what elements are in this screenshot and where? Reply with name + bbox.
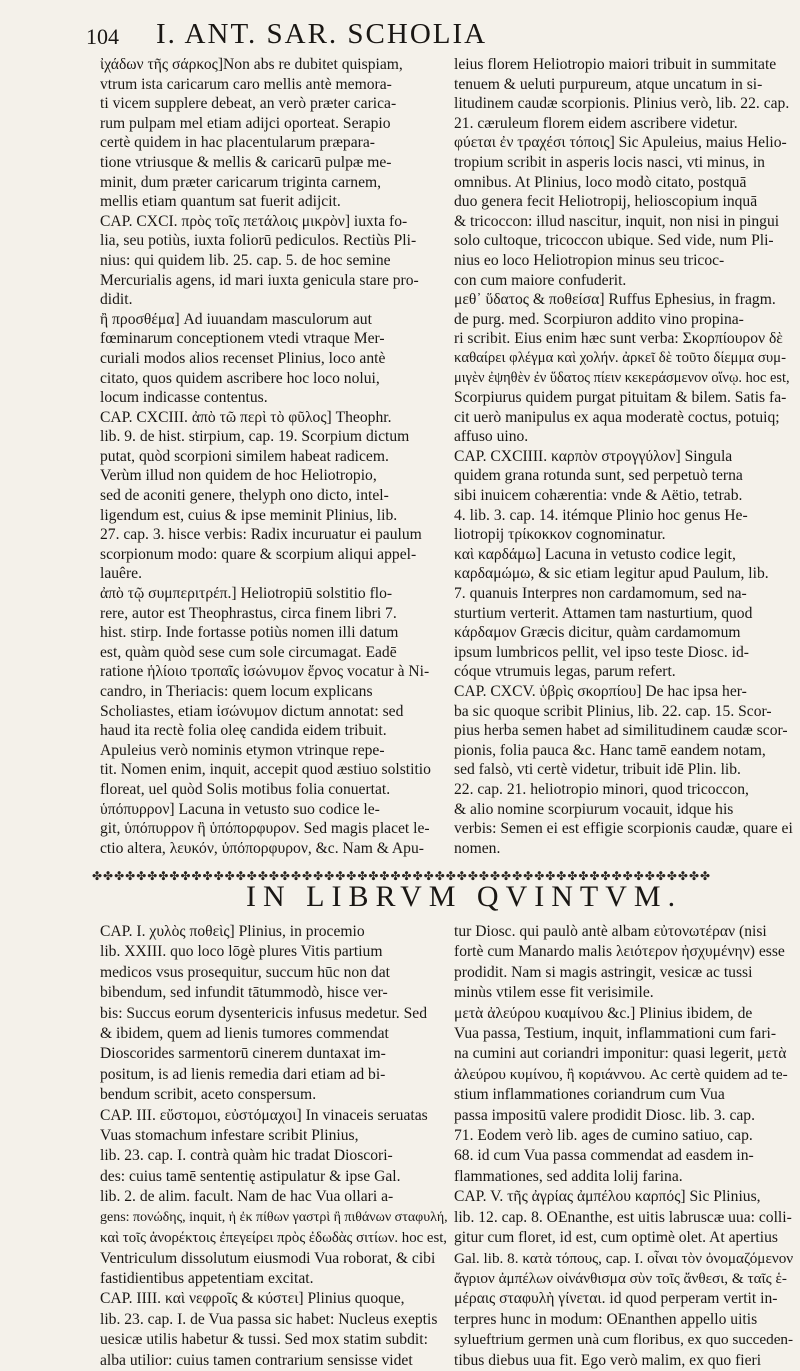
ornamental-rule: ✤✤✤✤✤✤✤✤✤✤✤✤✤✤✤✤✤✤✤✤✤✤✤✤✤✤✤✤✤✤✤✤✤✤✤✤✤✤✤✤✤✤✤✤✤✤✤✤✤✤✤✤✤✤✤✤ — [92, 871, 712, 881]
text-line: git, ὑπόπυρρον ἢ ὑπόπορφυρον. Sed magis placet le- — [100, 820, 430, 838]
text-line: 21. cæruleum florem eidem ascribere videtur. — [454, 114, 738, 132]
text-line: gens: πονώδης, inquit, ἡ ἐκ πίθων γαστρὶ ἢ πιθάνων σταφυλή, — [100, 1209, 448, 1225]
text-line: stium inflammationes coriandrum cum Vua — [454, 1086, 725, 1104]
page-number: 104 — [86, 24, 119, 49]
text-line: Dioscorides sarmentorū cinerem duntaxat im- — [100, 1045, 386, 1063]
text-line: μεθ᾽ ὕδατος & ποθείσα] Ruffus Ephesius, in fragm. — [454, 291, 776, 309]
text-line: 4. lib. 3. cap. 14. itémque Plinio hoc genus He- — [454, 506, 748, 524]
text-line: Vuas stomachum infestare scribit Plinius, — [100, 1127, 359, 1145]
text-line: CAP. CXCV. ὑβρὶς σκορπίου] De hac ipsa her- — [454, 683, 747, 700]
text-line: lib. XXIII. quo loco lōgè plures Vitis partium — [100, 943, 383, 961]
text-line: lib. 23. cap. I. contrà quàm hic tradat Dioscori- — [100, 1147, 393, 1165]
text-line: φύεται ἐν τραχέσι τόποις] Sic Apuleius, maius Helio- — [454, 134, 787, 152]
page-header — [86, 18, 786, 58]
text-line: fortè cum Manardo malis λειότερον ἠσχυμένην) esse — [454, 943, 785, 961]
text-line: pius herba semen habet ad similitudinem caudæ scor- — [454, 722, 788, 740]
text-line: καρδαμώμω, & sic etiam legitur apud Paulum, lib. — [454, 565, 769, 583]
text-line: sed falsò, vti certè videtur, tribuit idē Plin. lib. — [454, 761, 741, 779]
text-line: cóque vtrumuis legas, parum refert. — [454, 663, 676, 681]
text-line: Gal. lib. 8. κατὰ τόπους, cap. I. οἶναι τὸν ὀνομαζόμενον — [454, 1249, 794, 1267]
text-line: sylueftrium germen unà cum floribus, ex quo succeden- — [454, 1331, 794, 1349]
text-line: Apuleius verò nominis etymon vtrinque repe- — [100, 741, 385, 759]
text-line: solo cultoque, tricoccon ubique. Sed vide, num Pli- — [454, 232, 774, 250]
right-column-top — [454, 55, 794, 858]
text-line: flammationes, sed addita lolij farina. — [454, 1167, 683, 1185]
text-line: prodidit. Nam si magis astringit, vesicæ ac tussi — [454, 963, 753, 981]
text-line: con cum maiore confuderit. — [454, 271, 627, 289]
text-line: vtrum ista caricarum caro mellis antè memora- — [100, 75, 392, 93]
text-line: CAP. CXCIIII. καρπὸν στρογγύλον] Singula — [454, 447, 733, 465]
text-line: fœminarum conceptionem vtedi vtraque Mer- — [100, 330, 385, 348]
text-line: nius eo loco Heliotropion minus seu tricoc- — [454, 251, 725, 269]
text-line: putat, quòd scorpioni similem habeat radicem. — [100, 447, 389, 465]
text-line: καὶ τοῖς ἀνορέκτοις ἐπεγείρει πρὸς ἐδωδὰς σιτίων. hoc est, — [100, 1230, 448, 1247]
text-line: bendum scribit, aceto conspersum. — [100, 1086, 317, 1104]
text-line: cit uerò manipulus ex aqua moderatè coctus, potuiq; — [454, 408, 780, 426]
text-line: ba sic quoque scribit Plinius, lib. 22. cap. 15. Scor- — [454, 702, 772, 720]
text-line: ctio altera, λευκόν, ὑπόπορφυρον, &c. Nam & Apu- — [100, 839, 424, 857]
text-line: uesicæ utilis habetur & tussi. Sed mox statim subdit: — [100, 1331, 428, 1349]
text-line: CAP. III. εὔστομοι, εὐστόμαχοι] In vinaceis seruatas — [100, 1106, 428, 1124]
text-line: bibendum, sed infundit tātummodò, hisce ver- — [100, 984, 388, 1002]
book-title: IN LIBRVM QVINTVM. — [246, 880, 683, 913]
text-line: certè quidem in hac placentularum præpara- — [100, 134, 375, 152]
left-column-bottom — [100, 922, 448, 1371]
running-title: I. ANT. SAR. SCHOLIA — [156, 18, 488, 50]
text-line: verbis: Semen ei est effigie scorpionis caudæ, quare ei — [454, 820, 793, 838]
text-line: des: cuius tamē sententię astipulatur & ipse Gal. — [100, 1167, 401, 1185]
text-line: μέραις σταφυλὴ γίνεται. id quod perperam vertit in- — [454, 1290, 778, 1308]
text-line: Scorpiurus quidem purgat pituitam & bilem. Satis fa- — [454, 389, 787, 407]
text-line: Ventriculum dissolutum eiusmodi Vua roborat, & cibi — [100, 1249, 436, 1267]
text-line: tropium scribit in asperis locis nasci, vti minus, in — [454, 153, 765, 171]
text-line: alba utilior: cuius tamen contrarium sensisse videt — [100, 1351, 413, 1369]
text-line: lib. 2. de alim. facult. Nam de hac Vua ollari a- — [100, 1188, 394, 1206]
text-line: tit. Nomen enim, inquit, accepit quod æstiuo solstitio — [100, 761, 431, 779]
text-line: Verùm illud non quidem de hoc Heliotropio, — [100, 467, 377, 485]
text-line: gitur cum floret, id est, cum optimè olet. At apertius — [454, 1229, 778, 1247]
text-line: 27. cap. 3. hisce verbis: Radix incuruatur ei paulum — [100, 526, 422, 544]
text-line: Vua passa, Testium, inquit, inflammationi cum fari- — [454, 1025, 777, 1043]
text-line: rere, autor est Theophrastus, circa finem libri 7. — [100, 604, 397, 622]
text-line: lib. 12. cap. 8. OEnanthe, est uitis labruscæ uua: colli- — [454, 1208, 792, 1226]
text-line: na cumini aut coriandri imponitur: quasi legerit, μετὰ — [454, 1045, 787, 1063]
text-line: Scholiastes, etiam ἰσώνυμον dictum annotat: sed — [100, 702, 404, 720]
text-line: καὶ καρδάμω] Lacuna in vetusto codice legit, — [454, 545, 736, 563]
text-line: CAP. IIII. καὶ νεφροῖς & κύστει] Plinius quoque, — [100, 1290, 405, 1308]
text-line: minùs vtilem esse fit verisimile. — [454, 984, 654, 1002]
text-line: omnibus. At Plinius, loco modò citato, postquā — [454, 173, 747, 191]
text-line: citato, quos quidem ascribere hoc loco nolui, — [100, 369, 380, 387]
text-line: tur Diosc. qui paulò antè albam εὐτονωτέραν (nisi — [454, 923, 767, 940]
text-line: 71. Eodem verò lib. ages de cumino satiuo, cap. — [454, 1127, 753, 1145]
text-line: locum indicasse contentus. — [100, 389, 268, 407]
text-line: ti vicem supplere debeat, an verò præter carica- — [100, 95, 397, 113]
text-line: ligendum est, cuius & ipse meminit Plinius, lib. — [100, 506, 398, 524]
text-line: leius florem Heliotropio maiori tribuit in summitate — [454, 56, 777, 73]
text-line: passa impositū valere prodidit Diosc. lib. 3. cap. — [454, 1106, 755, 1124]
text-line: candro, in Theriacis: quem locum explicans — [100, 683, 373, 700]
text-line: quidem grana rotunda sunt, sed perpetuò terna — [454, 467, 743, 485]
text-line: & tricoccon: illud nascitur, inquit, non nisi in pingui — [454, 212, 780, 230]
text-line: duo genera fecit Heliotropij, helioscopium inquā — [454, 193, 758, 211]
text-line: terpres hunc in modum: OEnanthen appello uitis — [454, 1310, 758, 1328]
text-line: nius: qui quidem lib. 25. cap. 5. de hoc semine — [100, 251, 391, 269]
text-line: affuso uino. — [454, 428, 529, 446]
text-line: de purg. med. Scorpiuron addito vino propina- — [454, 310, 744, 328]
text-line: καθαίρει φλέγμα καὶ χολήν. ἀρκεῖ δὲ τοῦτο δίεμμα συμ- — [454, 349, 787, 366]
left-column-top — [100, 55, 452, 858]
text-line: lib. 23. cap. I. de Vua passa sic habet: Nucleus exeptis — [100, 1310, 438, 1328]
text-line: mellis etiam quantum sat fuerit adijcit. — [100, 193, 341, 211]
text-line: positum, is ad lienis remedia dari etiam ad bi- — [100, 1065, 386, 1083]
text-line: CAP. V. τῆς ἀγρίας ἀμπέλου καρπός] Sic Plinius, — [454, 1188, 761, 1206]
text-line: litudinem caudæ scorpionis. Plinius verò, lib. 22. cap. — [454, 95, 790, 113]
text-line: lia, seu potiùs, iuxta foliorū pediculos. Rectiùs Pli- — [100, 232, 417, 250]
text-line: Mercurialis agens, id mari iuxta genicula stare pro- — [100, 271, 419, 289]
text-line: 7. quanuis Interpres non cardamomum, sed na- — [454, 585, 747, 603]
text-line: hist. stirp. Inde fortasse potiùs nomen illi datum — [100, 624, 399, 642]
text-line: ἀπὸ τῷ συμπεριτρέπ.] Heliotropiū solstitio flo- — [100, 585, 393, 603]
text-line: 22. cap. 21. heliotropio minori, quod tricoccon, — [454, 780, 749, 798]
text-line: κάρδαμον Græcis dicitur, quàm cardamomum — [454, 624, 741, 642]
text-line: CAP. CXCIII. ἀπὸ τῶ περὶ τὸ φῦλος] Theophr. — [100, 408, 392, 426]
text-line: ὑπόπυρρον] Lacuna in vetusto suo codice le- — [100, 800, 380, 818]
text-line: ratione ἡλίοιο τροπαῖς ἰσώνυμον ἔρνος vocatur à Ni- — [100, 663, 430, 681]
text-line: floreat, uel quòd Solis motibus folia conuertat. — [100, 780, 391, 798]
text-line: fastidientibus appetentiam excitat. — [100, 1269, 314, 1287]
text-line: ipsum lumbricos pellit, vel ipso teste Diosc. id- — [454, 643, 749, 661]
text-line: lauêre. — [100, 565, 142, 583]
text-line: 68. id cum Vua passa commendat ad easdem in- — [454, 1147, 754, 1165]
text-line: ri scribit. Eius enim hæc sunt verba: Σκορπίουρον δὲ — [454, 330, 783, 348]
text-line: sed de aconiti genere, thelyph ono dicto, intel- — [100, 487, 389, 505]
text-line: μετὰ ἀλεύρου κυαμίνου &c.] Plinius ibidem, de — [454, 1004, 753, 1022]
text-line: pionis, folia pauca &c. Hanc tamē eandem notam, — [454, 741, 766, 759]
text-line: minit, dum præter caricarum triginta carnem, — [100, 173, 382, 191]
text-line: rum pulpam mel etiam adijci oporteat. Serapio — [100, 114, 391, 132]
text-line: tenuem & ueluti purpureum, atque uncatum in si- — [454, 75, 763, 93]
text-line: bis: Succus eorum dysentericis infusus medetur. Sed — [100, 1004, 427, 1022]
text-line: μιγὲν ἐψηθὲν ἐν ὕδατος πίειν κεκεράσμενον οἴνῳ. hoc est, — [454, 369, 790, 386]
text-line: ἰχάδων τῆς σάρκος]Non abs re dubitet quispiam, — [100, 56, 403, 73]
text-line: ἀλεύρου κυμίνου, ἢ κοριάννου. Ac certè quidem ad te- — [454, 1065, 788, 1083]
text-line: nomen. — [454, 839, 501, 857]
text-line: & alio nomine scorpiurum vocauit, idque his — [454, 800, 734, 818]
text-line: sturtium verterit. Attamen tam nasturtium, quod — [454, 604, 753, 622]
text-line: & ibidem, quem ad lienis tumores commendat — [100, 1025, 389, 1043]
text-line: est, quàm quòd sese cum sole circumagat. Eadē — [100, 643, 397, 661]
text-line: haud ita rectè folia oleę candida eidem tribuit. — [100, 722, 387, 740]
text-line: sibi inuicem cohærentia: vnde & Aëtio, tetrab. — [454, 487, 743, 505]
text-line: didit. — [100, 291, 133, 309]
text-line: tione vtriusque & mellis & caricarū pulpæ me- — [100, 153, 392, 171]
text-line: medicos vsus prosequitur, succum hūc non dat — [100, 963, 390, 981]
right-column-bottom — [454, 922, 794, 1371]
text-line: lib. 9. de hist. stirpium, cap. 19. Scorpium dictum — [100, 428, 410, 446]
text-line: tibus diebus uua fit. Ego verò malim, ex quo fieri — [454, 1351, 762, 1369]
text-line: liotropij τρίκοκκον cognominatur. — [454, 526, 666, 544]
text-line: CAP. I. χυλὸς ποθεὶς] Plinius, in procemio — [100, 923, 365, 940]
text-line: scorpionum modo: quare & scorpium aliqui appel- — [100, 545, 417, 563]
text-line: curiali modos alios recenset Plinius, loco antè — [100, 349, 386, 367]
text-line: ἢ προσθέμα] Ad iuuandam masculorum aut — [100, 310, 372, 328]
text-line: CAP. CXCI. πρὸς τοῖς πετάλοις μικρὸν] iuxta fo- — [100, 212, 408, 230]
text-line: ἄγριον ἀμπέλων οἰνάνθισμα σὺν τοῖς ἄνθεσι, & ταῖς ἑ- — [454, 1269, 787, 1287]
